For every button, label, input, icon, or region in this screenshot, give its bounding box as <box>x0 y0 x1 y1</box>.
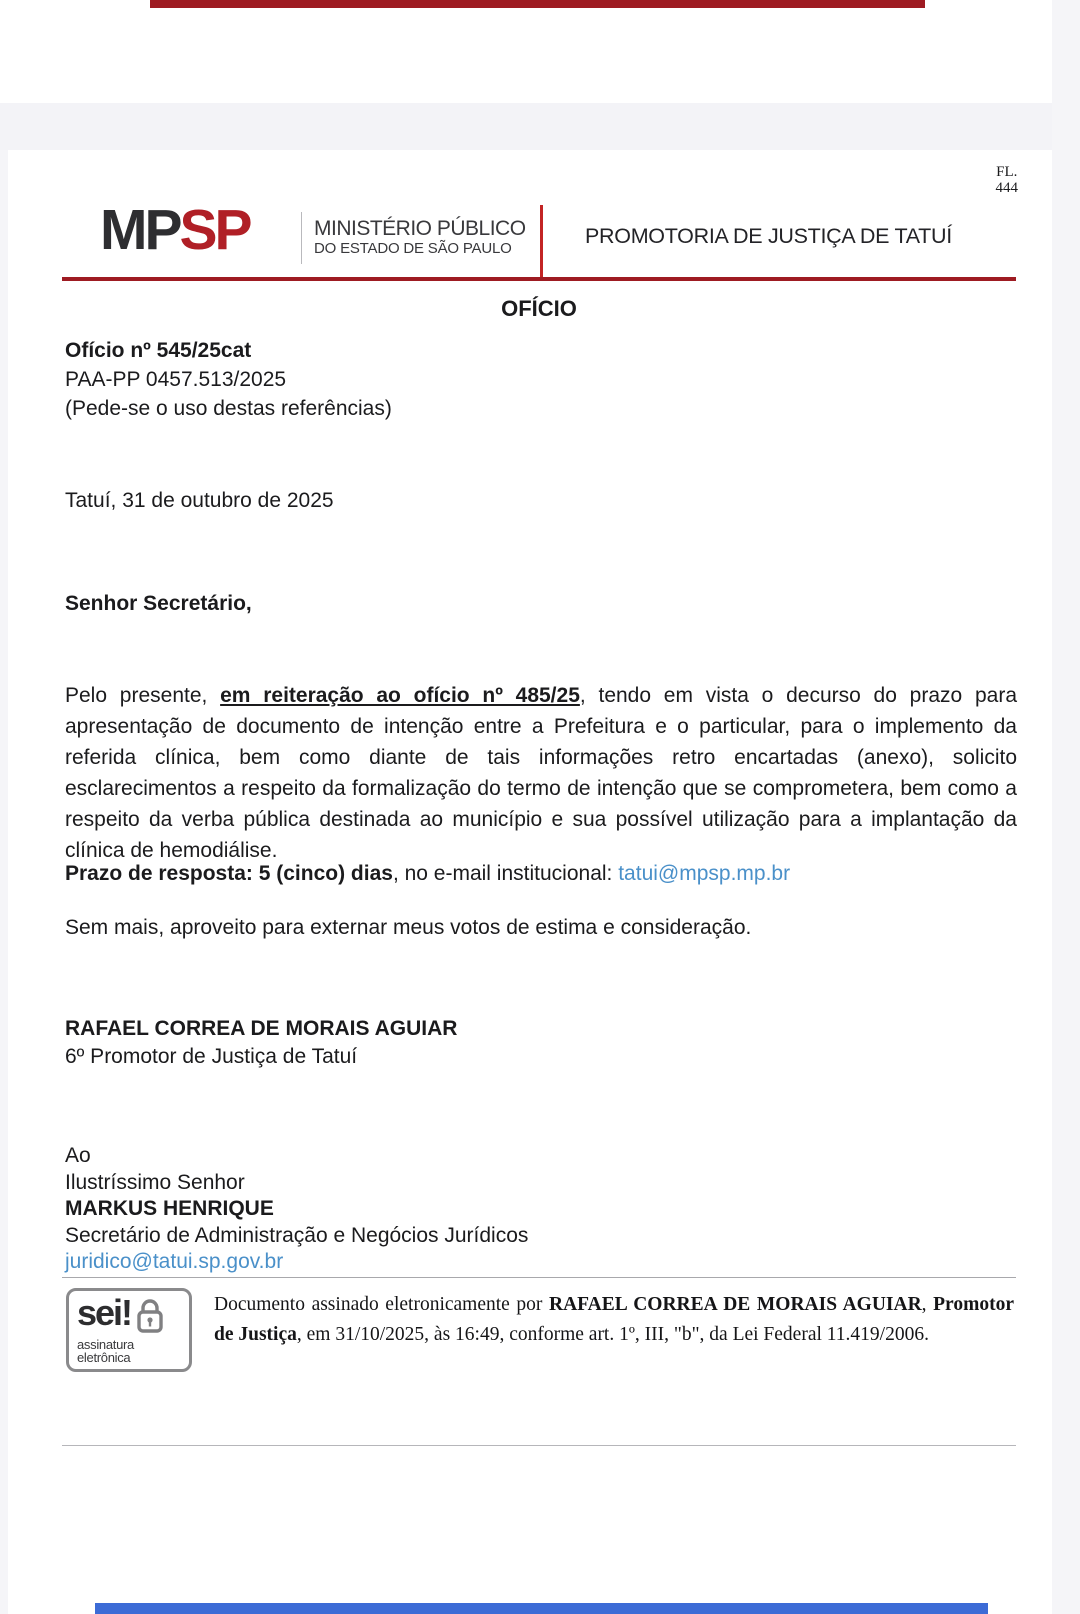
deadline-bold: Prazo de resposta: 5 (cinco) dias <box>65 862 393 885</box>
addressee-email-link[interactable]: juridico@tatui.sp.gov.br <box>65 1250 284 1273</box>
addressee-honorific: Ilustríssimo Senhor <box>65 1170 245 1194</box>
addressee-ao: Ao <box>65 1144 91 1167</box>
deadline-rest: , no e-mail institucional: <box>392 862 619 885</box>
salutation: Senhor Secretário, <box>65 592 252 615</box>
signature-text-suffix: , em 31/10/2025, às 16:49, conforme art. 1º, III, "b", da Lei Federal 11.419/2006. <box>296 1324 929 1345</box>
signer-title: 6º Promotor de Justiça de Tatuí <box>65 1045 358 1068</box>
logo-divider-line <box>301 212 302 264</box>
document-page <box>8 150 1052 1614</box>
signature-stamp-table <box>62 1277 1016 1446</box>
folio-value: 444 <box>995 180 1018 196</box>
sei-logo-sub2: eletrônica <box>77 1350 131 1365</box>
org-name-line1: MINISTÉRIO PÚBLICO <box>314 217 526 240</box>
sei-logo-box <box>66 1288 192 1372</box>
body-paragraph <box>65 680 1017 866</box>
closing-line: Sem mais, aproveito para externar meus votos de estima e consideração. <box>65 916 752 939</box>
top-red-bar <box>150 0 925 8</box>
signature-signer-name: RAFAEL CORREA DE MORAIS AGUIAR <box>548 1294 922 1315</box>
body-text-prefix: Pelo presente, <box>65 684 221 707</box>
reference-note: (Pede-se o uso destas referências) <box>65 397 392 420</box>
bottom-blue-bar <box>95 1603 988 1614</box>
org-name <box>314 218 526 258</box>
padlock-icon <box>137 1299 163 1338</box>
deadline-line <box>65 862 790 886</box>
mpsp-logo <box>100 198 250 262</box>
body-text-suffix: , tendo em vista o decurso do prazo para apresentação de documento de intenção entre a Prefeitura e o particular, para o implemento da referida clínica, bem como diante de tais informações retro encartadas (anexo), solicito esclarecimentos a respeito da formalização do termo de intenção que se comprometera, bem como a respeito da verba pública destinada ao município e sua possível utilização para a implantação da clínica de hemodiálise. <box>65 684 1017 862</box>
org-name-line2: DO ESTADO DE SÃO PAULO <box>314 240 512 257</box>
signature-statement <box>214 1290 1014 1350</box>
addressee-title: Secretário de Administração e Negócios Jurídicos <box>65 1223 529 1247</box>
dateline: Tatuí, 31 de outubro de 2025 <box>65 489 334 512</box>
signature-separator: , <box>921 1294 934 1315</box>
addressee-name: MARKUS HENRIQUE <box>65 1197 274 1220</box>
left-gutter <box>0 150 8 1614</box>
signature-role: Promotor de Justiça <box>214 1294 1014 1345</box>
oficio-number: Ofício nº 545/25cat <box>65 339 252 362</box>
folio-number <box>996 164 1019 196</box>
sei-logo-sub1: assinatura <box>77 1337 134 1352</box>
page-gap-band <box>0 103 1080 151</box>
reference-block <box>65 336 392 423</box>
right-gutter <box>1052 0 1080 1614</box>
header-red-rule <box>62 277 1016 281</box>
folio-label: FL. <box>996 164 1018 180</box>
header-unit-name: PROMOTORIA DE JUSTIÇA DE TATUÍ <box>585 224 952 248</box>
addressee-block <box>65 1143 528 1276</box>
paa-number: PAA-PP 0457.513/2025 <box>65 368 287 391</box>
signature-text-prefix: Documento assinado eletronicamente por <box>214 1294 549 1315</box>
institutional-email-link[interactable]: tatui@mpsp.mp.br <box>618 862 791 885</box>
sei-logo-word: sei! <box>77 1292 132 1333</box>
document-title: OFÍCIO <box>501 296 577 321</box>
body-text-emphasis: em reiteração ao ofício nº 485/25 <box>220 684 580 707</box>
mpsp-logo-sp: SP <box>179 198 250 262</box>
header-red-divider <box>540 205 543 278</box>
signer-name: RAFAEL CORREA DE MORAIS AGUIAR <box>65 1017 458 1040</box>
signer-block <box>65 1015 457 1071</box>
mpsp-logo-mp: MP <box>100 198 180 262</box>
